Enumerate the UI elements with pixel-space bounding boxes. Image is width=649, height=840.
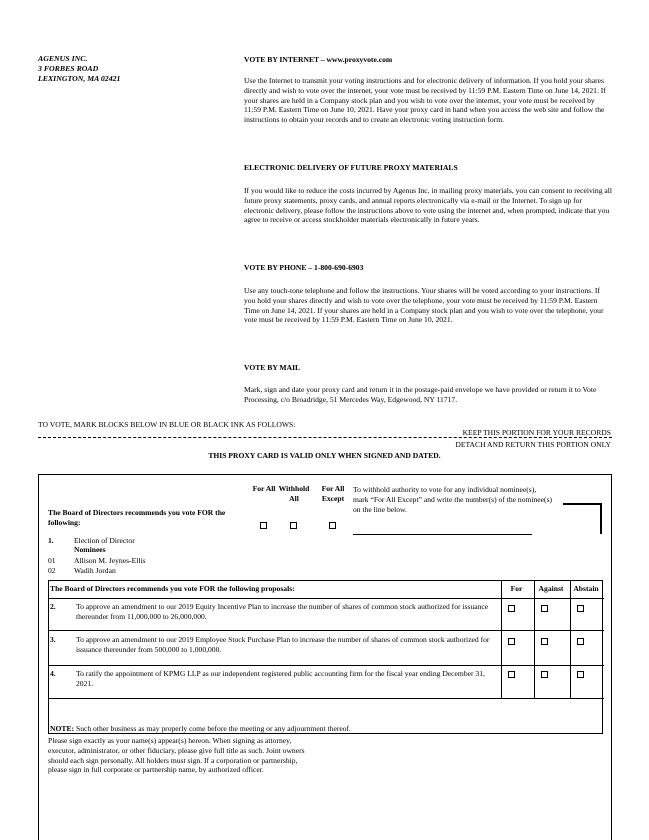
company-city: LEXINGTON, MA 02421 bbox=[38, 74, 121, 83]
nominee-write-in-line[interactable] bbox=[353, 534, 532, 535]
nominee-2-number: 02 bbox=[48, 566, 56, 575]
proposal-3-against-checkbox[interactable] bbox=[541, 638, 548, 645]
sign-line: Please sign exactly as your name(s) appear(s) hereon. When signing as attorney, bbox=[48, 736, 292, 745]
company-address bbox=[38, 54, 120, 84]
nominee-1-name: Allison M. Jeynes-Ellis bbox=[74, 556, 146, 565]
proposals-header: The Board of Directors recommends you vote FOR the following proposals: bbox=[50, 584, 295, 593]
proposal-4-against-checkbox[interactable] bbox=[541, 671, 548, 678]
proposal-3-text: To approve an amendment to our 2019 Employee Stock Purchase Plan to increase the number of shares of common stock authorized for issuance thereunder from 500,000 to 1,000,000. bbox=[76, 635, 490, 654]
row-divider bbox=[49, 665, 604, 666]
col-for-all: For All bbox=[252, 484, 276, 493]
mail-text: Mark, sign and date your proxy card and return it in the postage-paid envelope we have provided or return it to Vote Processing, c/o Broadridge, 51 Mercedes Way, Edgewood, NY 11717. bbox=[244, 385, 597, 404]
sign-line: executor, administrator, or other fiduciary, please give full title as such. Joint owners bbox=[48, 745, 305, 755]
proposal-2-against-checkbox[interactable] bbox=[541, 605, 548, 612]
withhold-instructions: To withhold authority to vote for any individual nominee(s), mark “For All Except” and write the number(s) of the nominee(s) on the line below. bbox=[353, 485, 553, 514]
mail-heading: VOTE BY MAIL bbox=[244, 363, 301, 372]
proposal-2-text: To approve an amendment to our 2019 Equity Incentive Plan to increase the number of shares of common stock authorized for issuance thereunder from 11,000,000 to 26,000,000. bbox=[76, 602, 489, 621]
proposal-4-text: To ratify the appointment of KPMG LLP as our independent registered public accounting firm for the fiscal year ending December 31, 2021. bbox=[76, 669, 485, 688]
col-for: For bbox=[510, 584, 523, 593]
phone-heading: VOTE BY PHONE – 1-800-690-6903 bbox=[244, 263, 364, 272]
row-divider bbox=[49, 698, 604, 699]
proposal-3-number: 3. bbox=[50, 635, 56, 644]
internet-heading: VOTE BY INTERNET – www.proxyvote.com bbox=[244, 55, 393, 64]
proposal-2-for-checkbox[interactable] bbox=[508, 605, 515, 612]
for-all-checkbox[interactable] bbox=[260, 522, 267, 529]
col-abstain: Abstain bbox=[573, 584, 599, 593]
corner-mark bbox=[563, 503, 602, 534]
for-all-except-checkbox[interactable] bbox=[329, 522, 336, 529]
keep-portion-label: KEEP THIS PORTION FOR YOUR RECORDS bbox=[462, 428, 611, 437]
proposal-4-number: 4. bbox=[50, 669, 56, 678]
sign-instructions bbox=[48, 736, 305, 775]
proposal-4-for-checkbox[interactable] bbox=[508, 671, 515, 678]
detach-line bbox=[38, 437, 612, 438]
nominees-label: Nominees bbox=[74, 545, 106, 554]
col-withhold-all: Withhold All bbox=[278, 484, 310, 503]
item-1-label: Election of Director bbox=[74, 536, 135, 545]
sign-line: please sign in full corporate or partnership name, by authorized officer. bbox=[48, 765, 264, 775]
detach-portion-label: DETACH AND RETURN THIS PORTION ONLY bbox=[455, 440, 611, 449]
valid-notice: THIS PROXY CARD IS VALID ONLY WHEN SIGNED AND DATED. bbox=[208, 451, 441, 460]
proposal-3-for-checkbox[interactable] bbox=[508, 638, 515, 645]
item-1-number: 1. bbox=[48, 536, 54, 545]
proposal-4-abstain-checkbox[interactable] bbox=[577, 671, 584, 678]
sign-line: should each sign personally. All holders must sign. If a corporation or partnership, bbox=[48, 755, 298, 765]
note-text: Such other business as may properly come before the meeting or any adjournment thereof. bbox=[75, 724, 351, 733]
proposal-3-abstain-checkbox[interactable] bbox=[577, 638, 584, 645]
note bbox=[50, 724, 351, 734]
nominee-2-name: Wadih Jordan bbox=[74, 566, 116, 575]
mark-instruction: TO VOTE, MARK BLOCKS BELOW IN BLUE OR BLACK INK AS FOLLOWS: bbox=[38, 420, 296, 429]
note-label: NOTE: bbox=[50, 724, 75, 733]
directors-recommend: The Board of Directors recommends you vote FOR the following: bbox=[48, 508, 226, 527]
internet-text: Use the Internet to transmit your voting instructions and for electronic delivery of information. If you hold your shares directly and wish to vote over the internet, your vote must be received by 11:59 P.M. Eastern Time on June 14, 2021. If your shares are held in a Company stock plan and you wish to vote over the internet, your vote must be received by 11:59 P.M. Eastern Time on June 10, 2021. Have your proxy card in hand when you access the web site and follow the instructions to obtain your records and to create an electronic voting instruction form. bbox=[244, 76, 606, 125]
col-against: Against bbox=[538, 584, 564, 593]
withhold-all-checkbox[interactable] bbox=[290, 522, 297, 529]
phone-text: Use any touch-tone telephone and follow the instructions. Your shares will be voted according to your instructions. If you hold your shares directly and wish to vote over the telephone, your vote must be received by 11:59 P.M. Eastern Time on June 14, 2021. If your shares are held in a Company stock plan and you wish to vote over the telephone, your vote must be received by 11:59 P.M. Eastern Time on June 10, 2021. bbox=[244, 286, 604, 325]
row-divider bbox=[49, 598, 604, 599]
electronic-heading: ELECTRONIC DELIVERY OF FUTURE PROXY MATERIALS bbox=[244, 163, 458, 172]
proposal-2-abstain-checkbox[interactable] bbox=[577, 605, 584, 612]
col-for-all-except: For All Except bbox=[321, 484, 345, 503]
nominee-1-number: 01 bbox=[48, 556, 56, 565]
company-street: 3 FORBES ROAD bbox=[38, 64, 99, 73]
company-name: AGENUS INC. bbox=[38, 54, 88, 63]
electronic-text: If you would like to reduce the costs incurred by Agenus Inc. in mailing proxy materials, you can consent to receiving all future proxy statements, proxy cards, and annual reports electronically via e-mail or the Internet. To sign up for electronic delivery, please follow the instructions above to vote using the internet and, when prompted, indicate that you agree to receive or access stockholder materials electronically in future years. bbox=[244, 186, 612, 225]
proposal-2-number: 2. bbox=[50, 602, 56, 611]
row-divider bbox=[49, 630, 604, 631]
